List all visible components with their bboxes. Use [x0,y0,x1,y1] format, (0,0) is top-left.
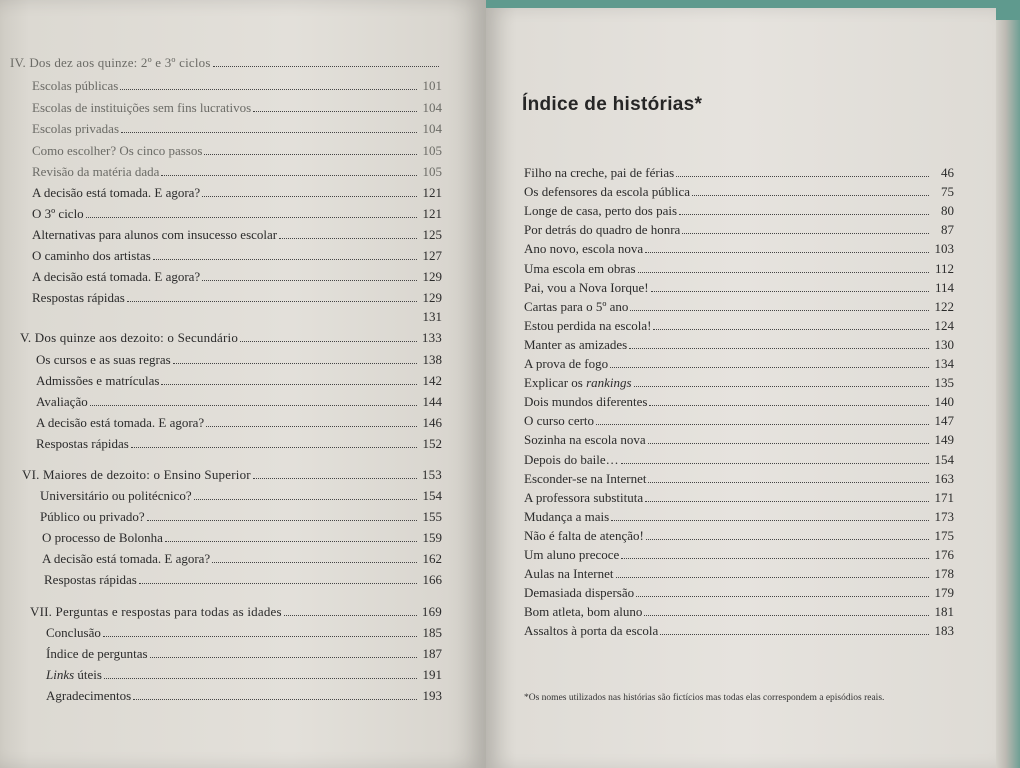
story-page-number: 134 [934,356,954,371]
toc-item: Revisão da matéria dada 105 [32,164,442,179]
story-title: Estou perdida na escola! [524,317,652,333]
story-page-number: 114 [934,279,954,295]
story-title: Uma escola em obras [524,260,636,276]
leader-dots [634,386,929,387]
story-index-item [524,510,954,524]
leader-dots [630,310,929,311]
story-title: Longe de casa, perto dos pais [524,203,678,219]
leader-dots [636,596,929,597]
toc-item: Público ou privado? 155 [40,509,442,524]
toc-chapter: VII. Perguntas e respostas para todas as idades 169 [30,604,442,619]
story-page-number: 46 [941,165,954,180]
story-title: Os defensores da escola pública [524,184,691,200]
story-index-item [524,223,954,237]
story-index-item [524,242,954,256]
story-title: Pai, vou a Nova Iorque! [524,279,649,295]
leader-dots [610,367,929,368]
toc-item: A decisão está tomada. E agora? 162 [42,551,442,566]
story-index-item [524,262,954,276]
leader-dots [645,501,929,502]
story-page-number: 149 [934,432,954,448]
story-title: Explicar os rankings [524,375,632,391]
toc-item: Respostas rápidas 166 [44,572,442,587]
toc-item: O 3º ciclo 121 [32,206,442,221]
toc-item: O caminho dos artistas 127 [32,248,442,263]
story-title: Cartas para o 5º ano [524,298,629,314]
leader-dots [679,214,929,215]
leader-dots [616,577,929,578]
story-index-item [524,300,954,314]
story-title: Por detrás do quadro de honra [524,222,681,238]
toc-item: Conclusão 185 [46,625,442,640]
story-index-item [524,281,954,295]
toc-chapter: V. Dos quinze aos dezoito: o Secundário 133 [20,330,442,345]
story-index-item [524,376,954,390]
leader-dots [638,272,929,273]
story-index-item [524,338,954,352]
toc-item: Respostas rápidas 129 [32,290,442,305]
story-title: Filho na creche, pai de férias [524,165,675,180]
toc-item: O processo de Bolonha 159 [42,530,442,545]
leader-dots [213,66,439,67]
story-index-item [524,414,954,428]
story-title: A professora substituta [524,489,644,505]
story-index-item [524,529,954,543]
story-index-item [524,185,954,199]
story-page-number: 112 [934,260,954,276]
toc-item: Admissões e matrículas 142 [36,373,442,388]
story-title: Mudança a mais [524,508,610,524]
leader-dots [692,195,929,196]
story-page-number: 87 [941,222,954,238]
story-page-number: 103 [934,241,954,257]
story-index-item [524,586,954,600]
leader-dots [611,520,929,521]
leader-dots [596,424,929,425]
toc-item: Alternativas para alunos com insucesso escolar 125 [32,227,442,242]
leader-dots [660,634,929,635]
toc-item: A decisão está tomada. E agora? 146 [36,415,442,430]
story-index-item [524,605,954,619]
leader-dots [682,233,929,234]
leader-dots [646,539,929,540]
story-title: Dois mundos diferentes [524,394,648,410]
story-title: Bom atleta, bom aluno [524,604,643,620]
toc-item: Universitário ou politécnico? 154 [40,488,442,503]
story-page-number: 163 [934,470,954,486]
story-index-item [524,395,954,409]
story-page-number: 176 [934,547,954,562]
story-title: A prova de fogo [524,356,609,371]
story-index-item [524,357,954,371]
story-page-number: 122 [934,298,954,314]
leader-dots [653,329,929,330]
page-title: Índice de histórias* [522,94,703,115]
story-page-number: 181 [934,604,954,620]
toc-chapter-label: IV. Dos dez aos quinze: 2º e 3º ciclos [10,55,211,70]
toc-item: Avaliação 144 [36,394,442,409]
leader-dots [621,558,929,559]
story-page-number: 147 [934,413,954,429]
leader-dots [648,443,929,444]
story-page-number: 154 [934,451,954,467]
toc-page-number: 101 [422,78,442,93]
story-page-number: 183 [934,623,954,639]
story-index-item [524,166,954,180]
story-title: Não é falta de atenção! [524,527,644,543]
story-page-number: 171 [934,489,954,505]
leader-dots [645,252,929,253]
story-page-number: 80 [941,203,954,219]
story-index-item [524,624,954,638]
story-index-item [524,567,954,581]
leader-dots [621,463,929,464]
toc-item: A decisão está tomada. E agora? 121 [32,185,442,200]
story-title: Aulas na Internet [524,566,614,582]
story-index-item [524,453,954,467]
leader-dots [676,176,929,177]
story-title: Ano novo, escola nova [524,241,644,257]
story-page-number: 175 [934,527,954,543]
story-title: Um aluno precoce [524,547,620,562]
toc-item: Escolas privadas 104 [32,121,442,136]
leader-dots [648,482,929,483]
toc-chapter [10,56,442,70]
toc-item: Agradecimentos 193 [46,688,442,703]
toc-item: Escolas de instituições sem fins lucrativos 104 [32,100,442,115]
footnote: *Os nomes utilizados nas histórias são fictícios mas todas elas correspondem a episódios reais. [524,693,885,703]
story-index-item [524,491,954,505]
story-title: Sozinha na escola nova [524,432,646,448]
story-page-number: 135 [934,375,954,391]
story-index-item [524,472,954,486]
toc-item: Os cursos e as suas regras 138 [36,352,442,367]
toc-page-number: 131 [422,309,442,324]
toc-item: Como escolher? Os cinco passos 105 [32,143,442,158]
story-page-number: 124 [934,317,954,333]
story-index-item [524,319,954,333]
leader-dots [649,405,929,406]
story-page-number: 130 [934,336,954,352]
page-edges [996,20,1020,768]
story-page-number: 75 [941,184,954,200]
toc-item: Links úteis 191 [46,667,442,682]
story-index-item [524,548,954,562]
story-title: Depois do baile… [524,451,619,467]
leader-dots [651,291,929,292]
story-page-number: 173 [934,508,954,524]
story-index-item [524,204,954,218]
toc-item: Respostas rápidas 152 [36,436,442,451]
toc-chapter: VI. Maiores de dezoito: o Ensino Superior 153 [22,467,442,482]
story-index-item [524,433,954,447]
story-title: Demasiada dispersão [524,585,635,601]
story-title: Assaltos à porta da escola [524,623,659,639]
toc-item: Escolas públicas 101 [32,78,442,93]
story-title: O curso certo [524,413,595,429]
story-page-number: 178 [934,566,954,582]
story-page-number: 179 [934,585,954,601]
story-page-number: 140 [934,394,954,410]
story-title: Esconder-se na Internet [524,470,647,486]
story-title: Manter as amizades [524,336,628,352]
toc-item: Índice de perguntas 187 [46,646,442,661]
leader-dots [629,348,929,349]
leader-dots [644,615,929,616]
toc-item: A decisão está tomada. E agora? 129 [32,269,442,284]
